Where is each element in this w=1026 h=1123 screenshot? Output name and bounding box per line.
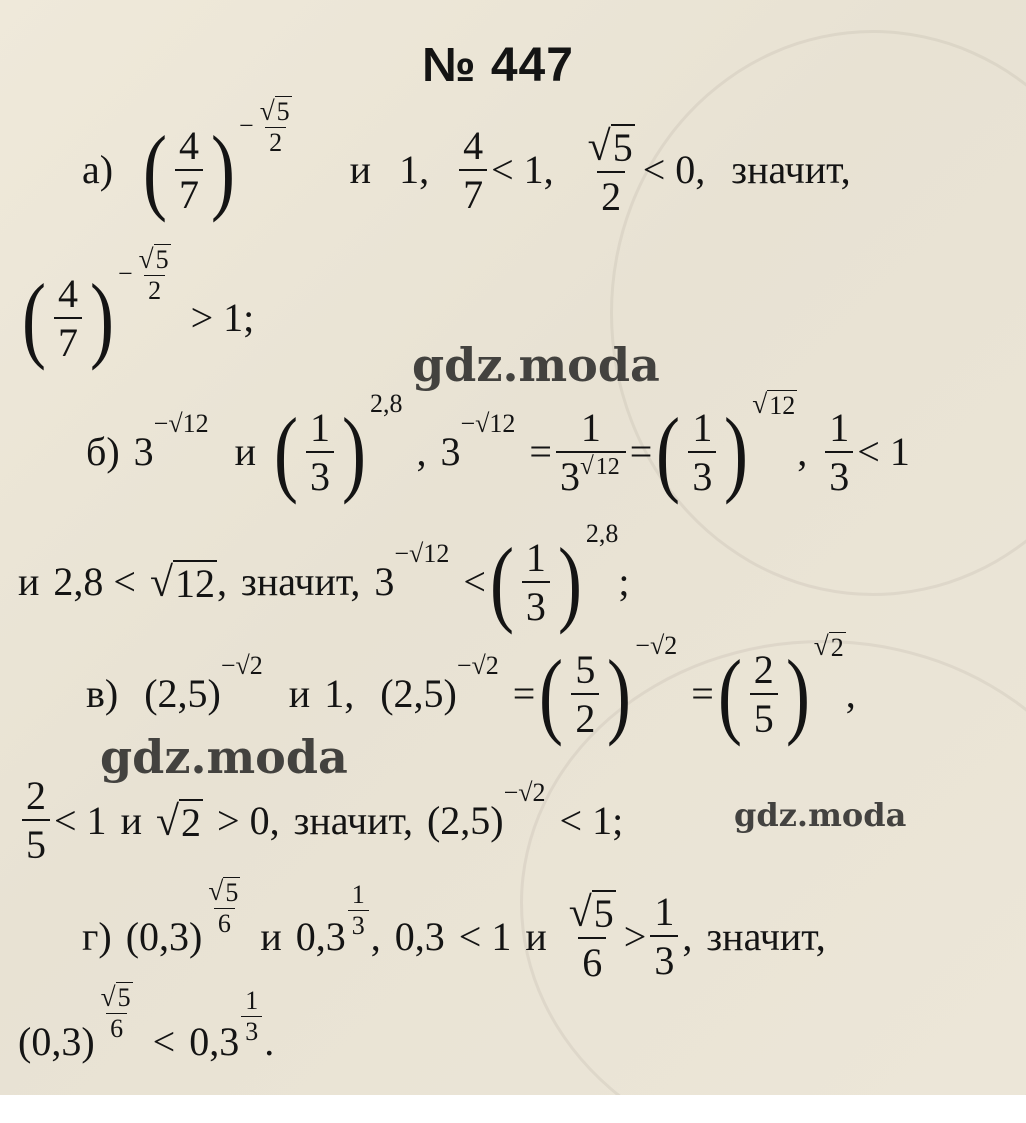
fraction-5-2: $\frac{5}{2}$	[571, 650, 599, 739]
fraction-4-7: $\frac{4}{7}$	[54, 274, 82, 363]
fraction-sqrt5-over-6: √ 5 6	[568, 890, 614, 985]
part-label-a: а)	[82, 147, 114, 192]
bottom-margin	[0, 1095, 1026, 1123]
exponent-neg-sqrt5-over-2: − √ 5 2	[117, 243, 169, 305]
exponent-neg-sqrt5-over-2: − √ 5 2	[239, 95, 290, 157]
fraction-2-5: $\frac{2}{5}$	[750, 650, 778, 739]
watermark: gdz.moda	[412, 338, 660, 392]
part-label-g: г)	[82, 913, 112, 959]
fraction-1-3: $\frac{1}{3}$	[825, 408, 853, 497]
solution-line-v2: $\frac{2}{5}$ < 1 и √ 2 > 0, значит, (2,5) −√2 < 1;	[18, 776, 623, 865]
part-label-v: в)	[86, 671, 119, 716]
solution-line-g1: г) (0,3) √ 5 6 и 0,3 $\frac{1}{3}$ , 0,3 < 1 и √ 5 6 > $\frac{1}{3}$ , значит,	[82, 876, 826, 985]
solution-line-b1: б) 3 −√12 и ( $\frac{1}{3}$ ) 2,8 , 3 −√12 = 1 3 √ 12 = ( $\frac{1}{3}$ ) √ 12 , $\frac{1}{3}$ < 1	[86, 389, 910, 505]
show-through-curve	[610, 30, 1026, 596]
fraction-1-3: $\frac{1}{3}$	[650, 892, 678, 981]
problem-title: № 447	[422, 39, 574, 92]
watermark: gdz.moda	[100, 730, 348, 784]
fraction-2-5: $\frac{2}{5}$	[22, 776, 50, 865]
fraction-sqrt5-over-2: √ 5 2	[587, 123, 633, 219]
fraction-1-3: $\frac{1}{3}$	[522, 538, 550, 627]
solution-line-b2: и 2,8 < √ 12 , значит, 3 −√12 < ( $\frac{1}{3}$ ) 2,8 ;	[18, 519, 630, 635]
sqrt-2: √ 2	[155, 798, 202, 845]
exponent-sqrt5-over-6: √ 5 6	[208, 876, 239, 938]
fraction-1-3: $\frac{1}{3}$	[306, 408, 334, 497]
watermark: gdz.moda	[734, 796, 907, 834]
exponent-sqrt5-over-6: √ 5 6	[100, 981, 131, 1043]
fraction-1-over-3-sqrt12: 1 3 √ 12	[556, 408, 626, 497]
solution-line-a2: ( $\frac{4}{7}$ ) − √ 5 2 > 1;	[21, 243, 255, 371]
solution-line-v1: в) (2,5) −√2 и 1 , (2,5) −√2 = ( $\frac{5}{2}$ ) −√2 = ( $\frac{2}{5}$ ) √ 2 ,	[86, 631, 856, 747]
part-label-b: б)	[86, 429, 120, 474]
fraction-4-7: $\frac{4}{7}$	[175, 126, 203, 215]
exponent-1-over-3: $\frac{1}{3}$	[346, 882, 371, 939]
solution-line-g2: (0,3) √ 5 6 < 0,3 $\frac{1}{3}$ .	[18, 981, 275, 1064]
sqrt-12: √ 12	[149, 560, 216, 606]
exponent-1-over-3: $\frac{1}{3}$	[239, 988, 264, 1045]
solution-line-a1: а) ( $\frac{4}{7}$ ) − √ 5 2 и 1 , $\frac{4}{7}$ < 1, √ 5 2 < 0, значит,	[82, 95, 851, 223]
fraction-1-3: $\frac{1}{3}$	[688, 408, 716, 497]
fraction-4-7: $\frac{4}{7}$	[459, 126, 487, 215]
